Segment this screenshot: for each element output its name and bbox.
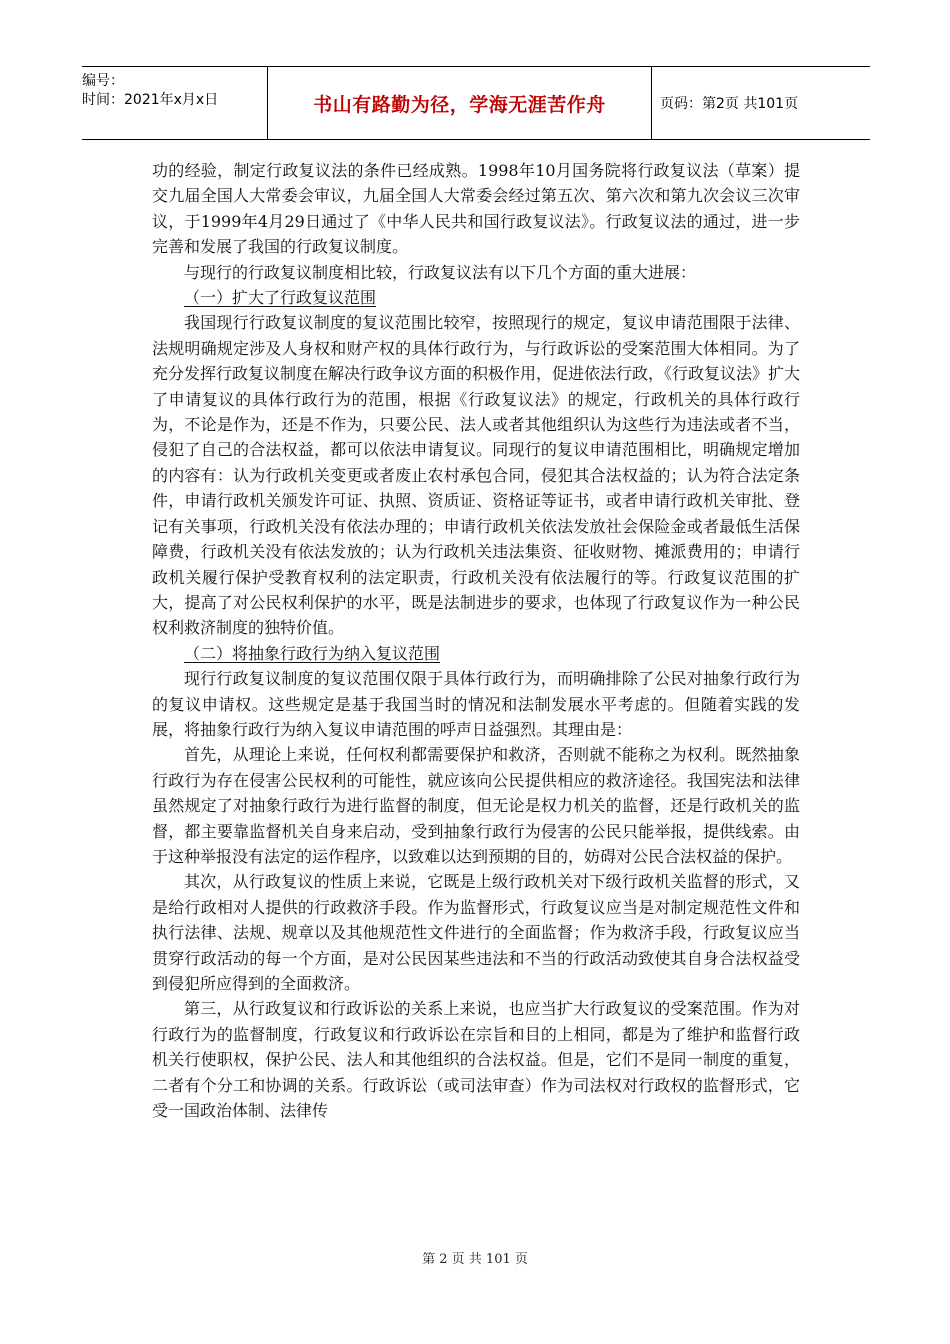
paragraph-continuation: 功的经验，制定行政复议法的条件已经成熟。1998年10月国务院将行政复议法（草案）提交九届全国人大常委会审议，九届全国人大常委会经过第五次、第六次和第九次会议三次审议，于1999年4月29日通过了《中华人民共和国行政复议法》。行政复议法的通过，进一步完善和发展了我国的行政复议制度。 [152, 161, 800, 257]
paragraph: 我国现行行政复议制度的复议范围比较窄，按照现行的规定，复议申请范围限于法律、法规明确规定涉及人身权和财产权的具体行政行为，与行政诉讼的受案范围大体相同。为了充分发挥行政复议制度在解决行政争议方面的积极作用，促进依法行政，《行政复议法》扩大了申请复议的具体行政行为的范围，根据《行政复议法》的规定，行政机关的具体行政行为，不论是作为，还是不作为，只要公民、法人或者其他组织认为这些行为违法或者不当，侵犯了自己的合法权益，都可以依法申请复议。同现行的复议申请范围相比，明确规定增加的内容有：认为行政机关变更或者废止农村承包合同，侵犯其合法权益的；认为符合法定条件，申请行政机关颁发许可证、执照、资质证、资格证等证书，或者申请行政机关审批、登记有关事项，行政机关没有依法办理的；申请行政机关依法发放社会保险金或者最低生活保障费，行政机关没有依法发放的；认为行政机关违法集资、征收财物、摊派费用的；申请行政机关履行保护受教育权利的法定职责，行政机关没有依法履行的等。行政复议范围的扩大，提高了对公民权利保护的水平，既是法制进步的要求，也体现了行政复议作为一种公民权利救济制度的独特价值。 [152, 313, 801, 638]
page-footer: 第 2 页 共 101 页 [422, 1252, 528, 1267]
paragraph: 现行行政复议制度的复议范围仅限于具体行政行为，而明确排除了公民对抽象行政行为的复议申请权。这些规定是基于我国当时的情况和法制发展水平考虑的。但随着实践的发展，将抽象行政行为纳入复议申请范围的呼声日益强烈。其理由是： [152, 669, 800, 739]
page-header [82, 66, 870, 140]
paragraph: 首先，从理论上来说，任何权利都需要保护和救济，否则就不能称之为权利。既然抽象行政行为存在侵害公民权利的可能性，就应该向公民提供相应的救济途径。我国宪法和法律虽然规定了对抽象行政行为进行监督的制度，但无论是权力机关的监督，还是行政机关的监督，都主要靠监督机关自身来启动，受到抽象行政行为侵害的公民只能举报，提供线索。由于这种举报没有法定的运作程序，以致难以达到预期的目的，妨碍对公民合法权益的保护。 [152, 745, 800, 866]
paragraph: 其次，从行政复议的性质上来说，它既是上级行政机关对下级行政机关监督的形式，又是给行政相对人提供的行政救济手段。作为监督形式，行政复议应当是对制定规范性文件和执行法律、法规、规章以及其他规范性文件进行的全面监督；作为救济手段，行政复议应当贯穿行政活动的每一个方面，是对公民因某些违法和不当的行政活动致使其自身合法权益受到侵犯所应得到的全面救济。 [152, 872, 800, 993]
doc-number-label: 编号： [82, 73, 124, 89]
document-body [152, 158, 800, 1123]
section-heading-1 [152, 285, 800, 310]
section-heading-2 [152, 641, 800, 666]
header-page-number: 页码：第2页 共101页 [660, 96, 799, 112]
section-heading-1-text: （一）扩大了行政复议范围 [184, 288, 377, 308]
doc-time-label: 时间：2021年x月x日 [82, 92, 219, 108]
paragraph: 第三，从行政复议和行政诉讼的关系上来说，也应当扩大行政复议的受案范围。作为对行政行为的监督制度，行政复议和行政诉讼在宗旨和目的上相同，都是为了维护和监督行政机关行使职权，保护公民、法人和其他组织的合法权益。但是，它们不是同一制度的重复，二者有个分工和协调的关系。行政诉讼（或司法审查）作为司法权对行政权的监督形式，它受一国政治体制、法律传 [152, 999, 800, 1121]
paragraph-intro: 与现行的行政复议制度相比较，行政复议法有以下几个方面的重大进展： [184, 262, 697, 282]
section-heading-2-text: （二）将抽象行政行为纳入复议范围 [184, 643, 441, 663]
header-meta [82, 67, 268, 139]
header-motto: 书山有路勤为径，学海无涯苦作舟 [268, 67, 652, 139]
